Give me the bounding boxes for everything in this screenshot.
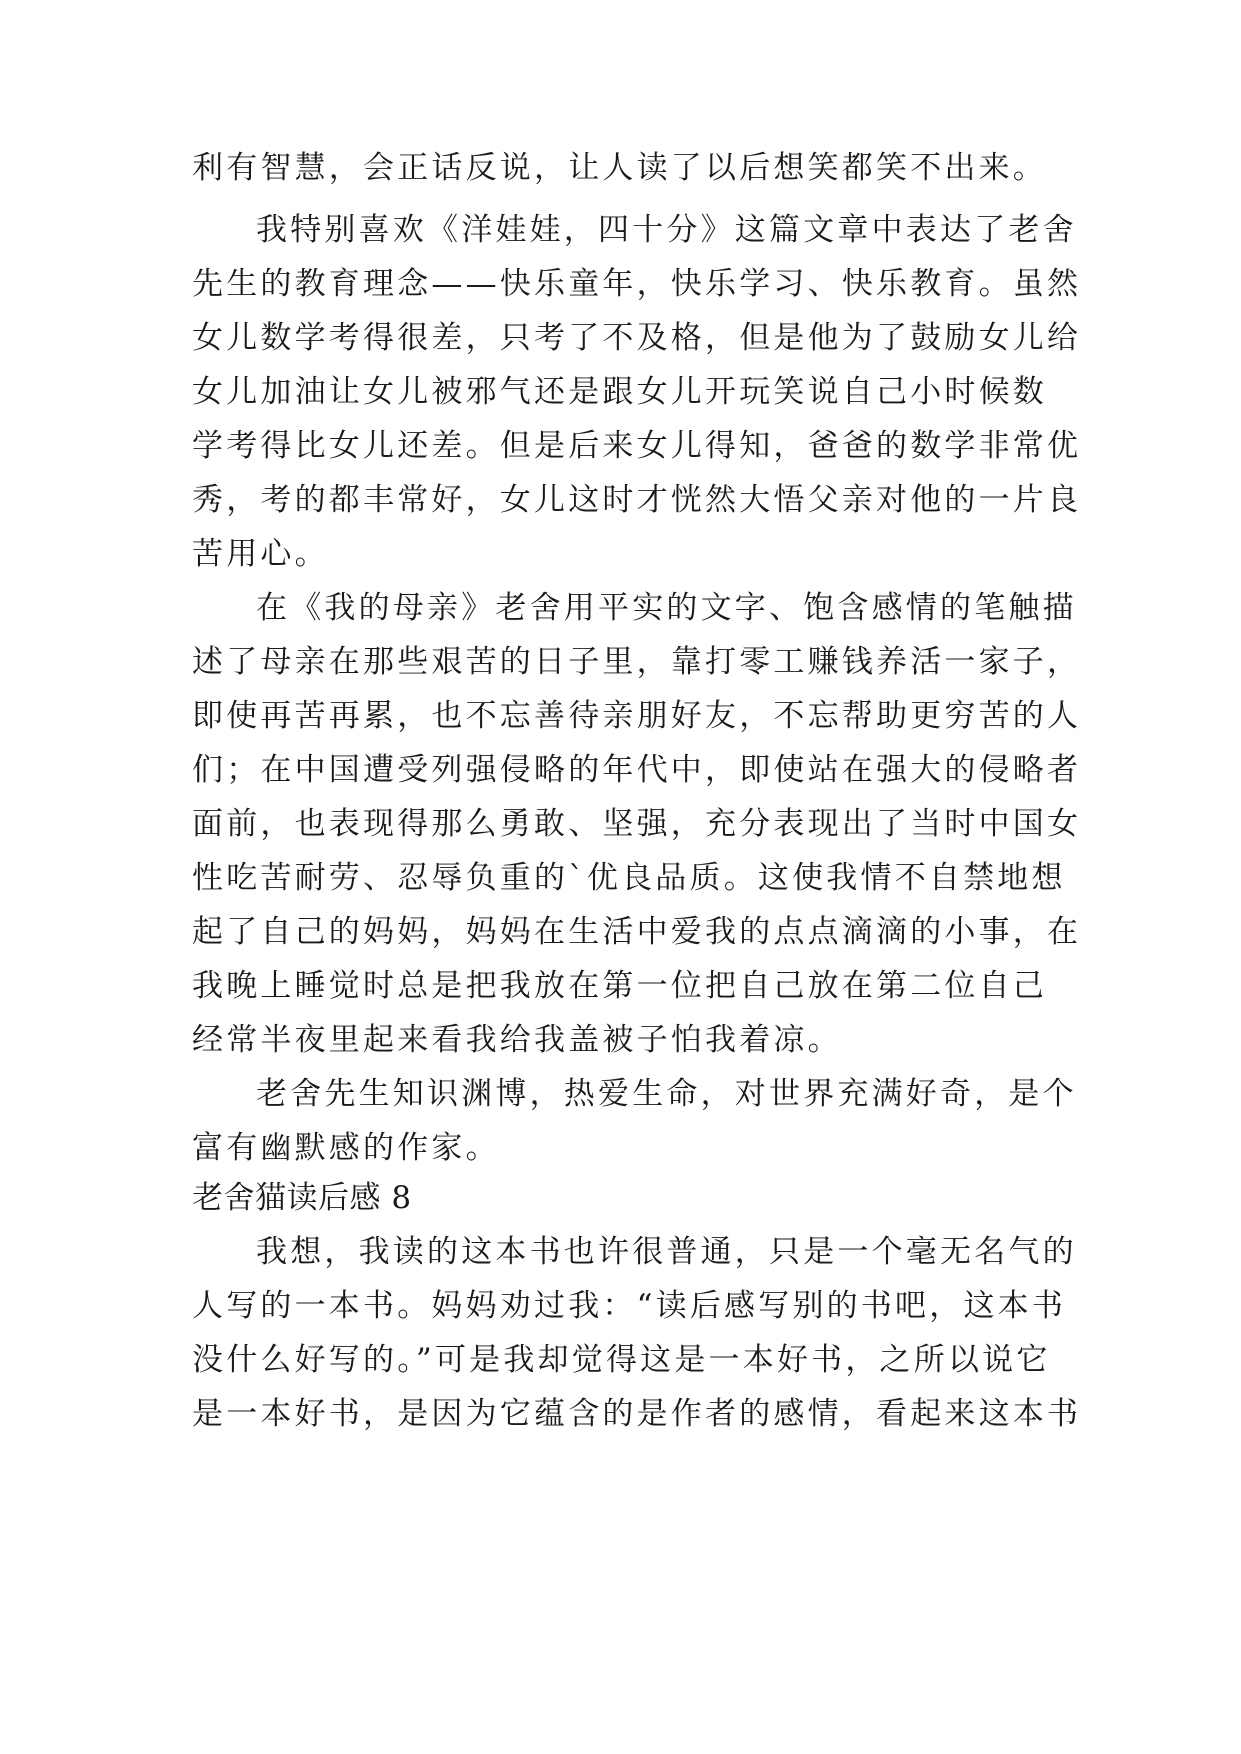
text-line: 面前，也表现得那么勇敢、坚强，充分表现出了当时中国女: [192, 806, 1082, 842]
text-line: 我晚上睡觉时总是把我放在第一位把自己放在第二位自己: [192, 968, 1047, 1004]
paragraph-start: 老舍先生知识渊博，热爱生命，对世界充满好奇，是个: [256, 1076, 1077, 1112]
paragraph-start: 我想，我读的这本书也许很普通，只是一个毫无名气的: [256, 1234, 1077, 1270]
text-line: 没什么好写的。”可是我却觉得这是一本好书，之所以说它: [192, 1342, 1051, 1378]
text-line: 述了母亲在那些艰苦的日子里，靠打零工赚钱养活一家子，: [192, 644, 1082, 680]
text-line: 经常半夜里起来看我给我盖被子怕我着凉。: [192, 1022, 842, 1058]
text-line: 性吃苦耐劳、忍辱负重的`优良品质。这使我情不自禁地想: [192, 860, 1066, 896]
text-line: 秀，考的都丰常好，女儿这时才恍然大悟父亲对他的一片良: [192, 482, 1082, 518]
text-line: 苦用心。: [192, 536, 329, 572]
paragraph-start: 我特别喜欢《洋娃娃，四十分》这篇文章中表达了老舍: [256, 212, 1077, 248]
section-heading: 老舍猫读后感 8: [192, 1180, 412, 1216]
text-line: 即使再苦再累，也不忘善待亲朋好友，不忘帮助更穷苦的人: [192, 698, 1082, 734]
text-line: 起了自己的妈妈，妈妈在生活中爱我的点点滴滴的小事，在: [192, 914, 1082, 950]
text-line: 人写的一本书。妈妈劝过我：“读后感写别的书吧，这本书: [192, 1288, 1067, 1324]
text-line: 女儿加油让女儿被邪气还是跟女儿开玩笑说自己小时候数: [192, 374, 1047, 410]
text-line: 们；在中国遭受列强侵略的年代中，即使站在强大的侵略者: [192, 752, 1082, 788]
text-line: 女儿数学考得很差，只考了不及格，但是他为了鼓励女儿给: [192, 320, 1082, 356]
text-line: 利有智慧，会正话反说，让人读了以后想笑都笑不出来。: [192, 150, 1047, 186]
text-line: 富有幽默感的作家。: [192, 1130, 500, 1166]
text-line: 是一本好书，是因为它蕴含的是作者的感情，看起来这本书: [192, 1396, 1082, 1432]
text-line: 学考得比女儿还差。但是后来女儿得知，爸爸的数学非常优: [192, 428, 1082, 464]
paragraph-start: 在《我的母亲》老舍用平实的文字、饱含感情的笔触描: [256, 590, 1077, 626]
text-line: 先生的教育理念——快乐童年，快乐学习、快乐教育。虽然: [192, 266, 1082, 302]
